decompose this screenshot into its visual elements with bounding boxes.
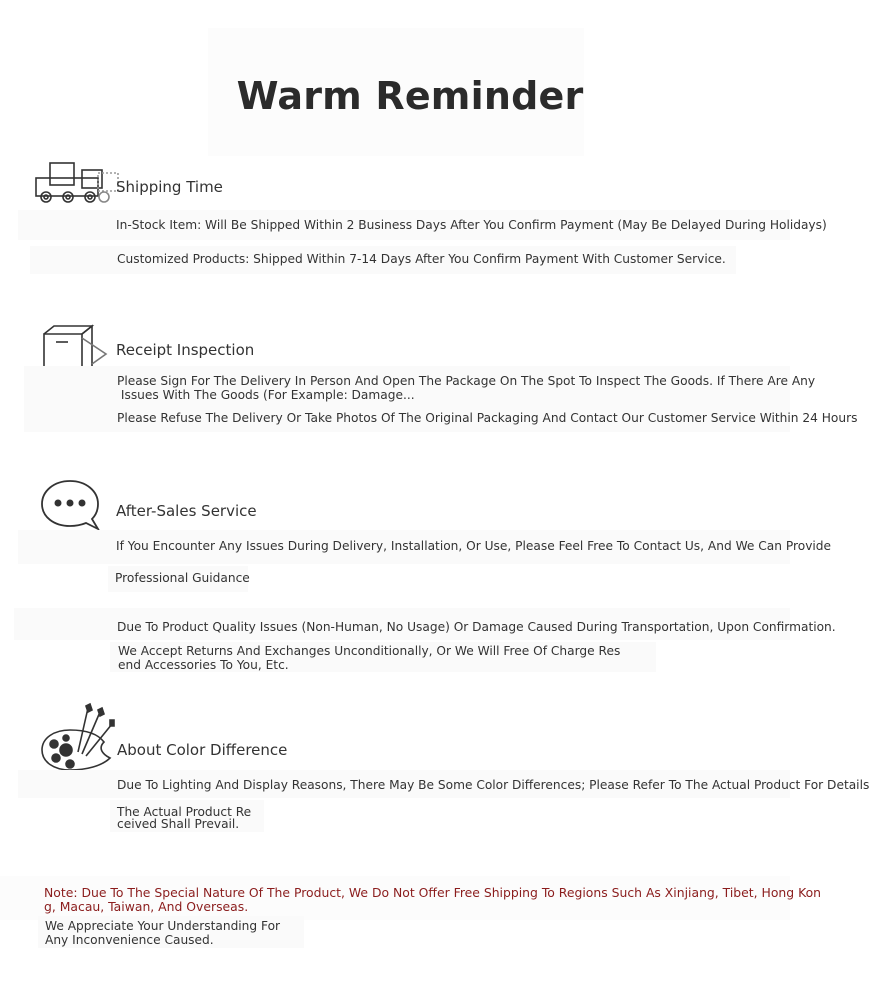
receipt-line-3: Please Refuse The Delivery Or Take Photos Of The Original Packaging And Contact Our Customer Service Within 24 Hours (117, 411, 858, 425)
note-line-3: We Appreciate Your Understanding For (45, 919, 281, 933)
color-heading: About Color Difference (117, 741, 288, 759)
aftersales-line-5: end Accessories To You, Etc. (118, 658, 289, 672)
page-title: Warm Reminder (236, 74, 584, 118)
note-line-1: Note: Due To The Special Nature Of The Product, We Do Not Offer Free Shipping To Regions Such As Xinjiang, Tibet, Hong Kon (44, 885, 822, 900)
chat-bubble-icon (40, 479, 102, 533)
aftersales-line-2: Professional Guidance (115, 571, 250, 585)
shipping-heading: Shipping Time (116, 178, 223, 196)
aftersales-line-4: We Accept Returns And Exchanges Unconditionally, Or We Will Free Of Charge Res (118, 644, 621, 658)
aftersales-heading: After-Sales Service (116, 502, 257, 520)
note-line-4: Any Inconvenience Caused. (45, 933, 214, 947)
receipt-line-1: Please Sign For The Delivery In Person And Open The Package On The Spot To Inspect The Goods. If There Are Any (117, 374, 816, 388)
receipt-heading: Receipt Inspection (116, 341, 255, 359)
receipt-line-2: Issues With The Goods (For Example: Damage... (117, 388, 415, 402)
shipping-line-2: Customized Products: Shipped Within 7-14 Days After You Confirm Payment With Customer Service. (117, 252, 726, 266)
color-line-3: ceived Shall Prevail. (117, 817, 240, 831)
aftersales-line-1: If You Encounter Any Issues During Delivery, Installation, Or Use, Please Feel Free To Contact Us, And We Can Provide (116, 539, 832, 553)
note-line-2: g, Macau, Taiwan, And Overseas. (44, 899, 249, 914)
aftersales-line-3: Due To Product Quality Issues (Non-Human, No Usage) Or Damage Caused During Transportation, Upon Confirmation. (117, 620, 836, 634)
color-line-2: The Actual Product Re (117, 805, 252, 819)
truck-icon (34, 160, 124, 208)
color-line-1: Due To Lighting And Display Reasons, There May Be Some Color Differences; Please Refer To The Actual Product For Details (117, 778, 869, 792)
palette-icon (40, 702, 116, 774)
shipping-line-1: In-Stock Item: Will Be Shipped Within 2 Business Days After You Confirm Payment (May Be Delayed During Holidays) (116, 218, 827, 232)
